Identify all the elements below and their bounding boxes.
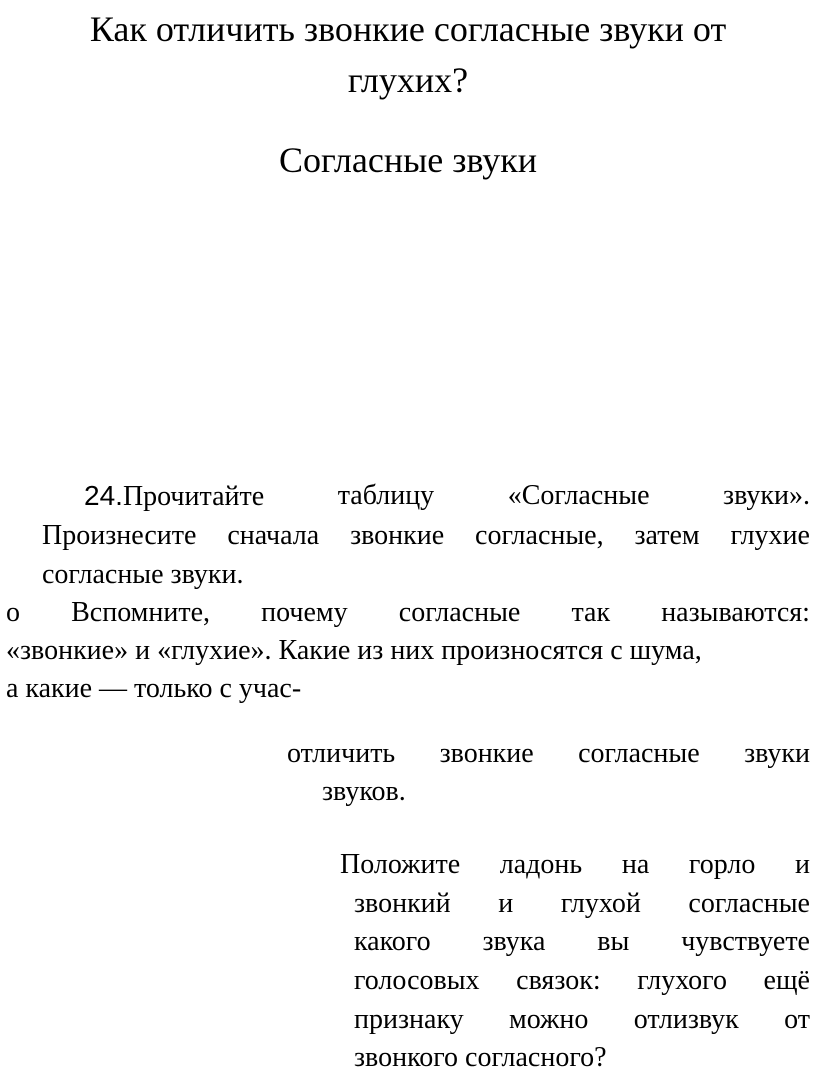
exercise-word: глухие bbox=[730, 520, 810, 551]
palm-word: голосовых bbox=[354, 965, 480, 996]
exercise-word: «Согласные bbox=[507, 480, 650, 511]
fragment-line-2: звуков. bbox=[322, 776, 406, 807]
palm-line-1 bbox=[340, 846, 810, 884]
fragment-line-1 bbox=[287, 735, 810, 773]
palm-word: признаку bbox=[354, 1004, 464, 1035]
page-title-line-2: глухих? bbox=[347, 60, 469, 100]
palm-line-5 bbox=[354, 1001, 810, 1039]
palm-line-2 bbox=[354, 885, 810, 923]
palm-word: чувствуете bbox=[681, 926, 810, 957]
palm-line-6: звонкого согласного? bbox=[354, 1042, 607, 1073]
palm-line-3 bbox=[354, 923, 810, 961]
palm-word: можно bbox=[509, 1004, 589, 1035]
palm-word: от bbox=[784, 1004, 810, 1035]
fragment-word: звонкие bbox=[439, 738, 534, 769]
palm-word: ладонь bbox=[499, 849, 583, 880]
palm-word: согласные bbox=[688, 888, 810, 919]
remember-line-3: а какие — только с учас- bbox=[6, 673, 302, 704]
palm-word: глухого bbox=[637, 965, 727, 996]
exercise-line-2 bbox=[42, 517, 810, 555]
remember-word: согласные bbox=[398, 597, 521, 628]
palm-word: ещё bbox=[763, 965, 810, 996]
remember-word: Вспомните, bbox=[71, 597, 211, 628]
palm-word: звука bbox=[482, 926, 546, 957]
page-title-line-1: Как отличить звонкие согласные звуки от bbox=[89, 9, 727, 49]
fragment-word: согласные bbox=[578, 738, 700, 769]
palm-word: связок: bbox=[516, 965, 601, 996]
section-subtitle: Согласные звуки bbox=[278, 140, 538, 180]
palm-word: и bbox=[794, 849, 810, 880]
remember-bullet: о bbox=[6, 597, 20, 628]
exercise-word: сначала bbox=[227, 520, 320, 551]
palm-word: звонкий bbox=[354, 888, 451, 919]
palm-word: на bbox=[621, 849, 650, 880]
fragment-word: звуки bbox=[744, 738, 810, 769]
exercise-word: таблицу bbox=[337, 480, 435, 511]
exercise-word: Прочитайте bbox=[122, 481, 265, 512]
exercise-word: согласные, bbox=[475, 520, 604, 551]
palm-word: глухой bbox=[560, 888, 641, 919]
exercise-number-and-word bbox=[84, 477, 264, 516]
remember-word: так bbox=[571, 597, 611, 628]
palm-word: Положите bbox=[340, 849, 461, 880]
exercise-line-3: согласные звуки. bbox=[42, 559, 244, 590]
palm-word: вы bbox=[597, 926, 630, 957]
exercise-word: звуки». bbox=[723, 480, 810, 511]
remember-line-1 bbox=[6, 594, 810, 632]
exercise-number: 24. bbox=[84, 480, 123, 511]
palm-line-4 bbox=[354, 962, 810, 1000]
exercise-line-1 bbox=[84, 477, 810, 516]
exercise-word: затем bbox=[634, 520, 700, 551]
remember-word: называются: bbox=[661, 597, 810, 628]
palm-word: отлизвук bbox=[633, 1004, 739, 1035]
exercise-word: звонкие bbox=[350, 520, 445, 551]
remember-word: почему bbox=[261, 597, 348, 628]
palm-word: и bbox=[498, 888, 514, 919]
palm-word: горло bbox=[688, 849, 756, 880]
remember-line-2: «звонкие» и «глухие». Какие из них произносятся с шума, bbox=[6, 635, 702, 666]
fragment-word: отличить bbox=[287, 738, 396, 769]
palm-word: какого bbox=[354, 926, 431, 957]
exercise-word: Произнесите bbox=[42, 520, 197, 551]
